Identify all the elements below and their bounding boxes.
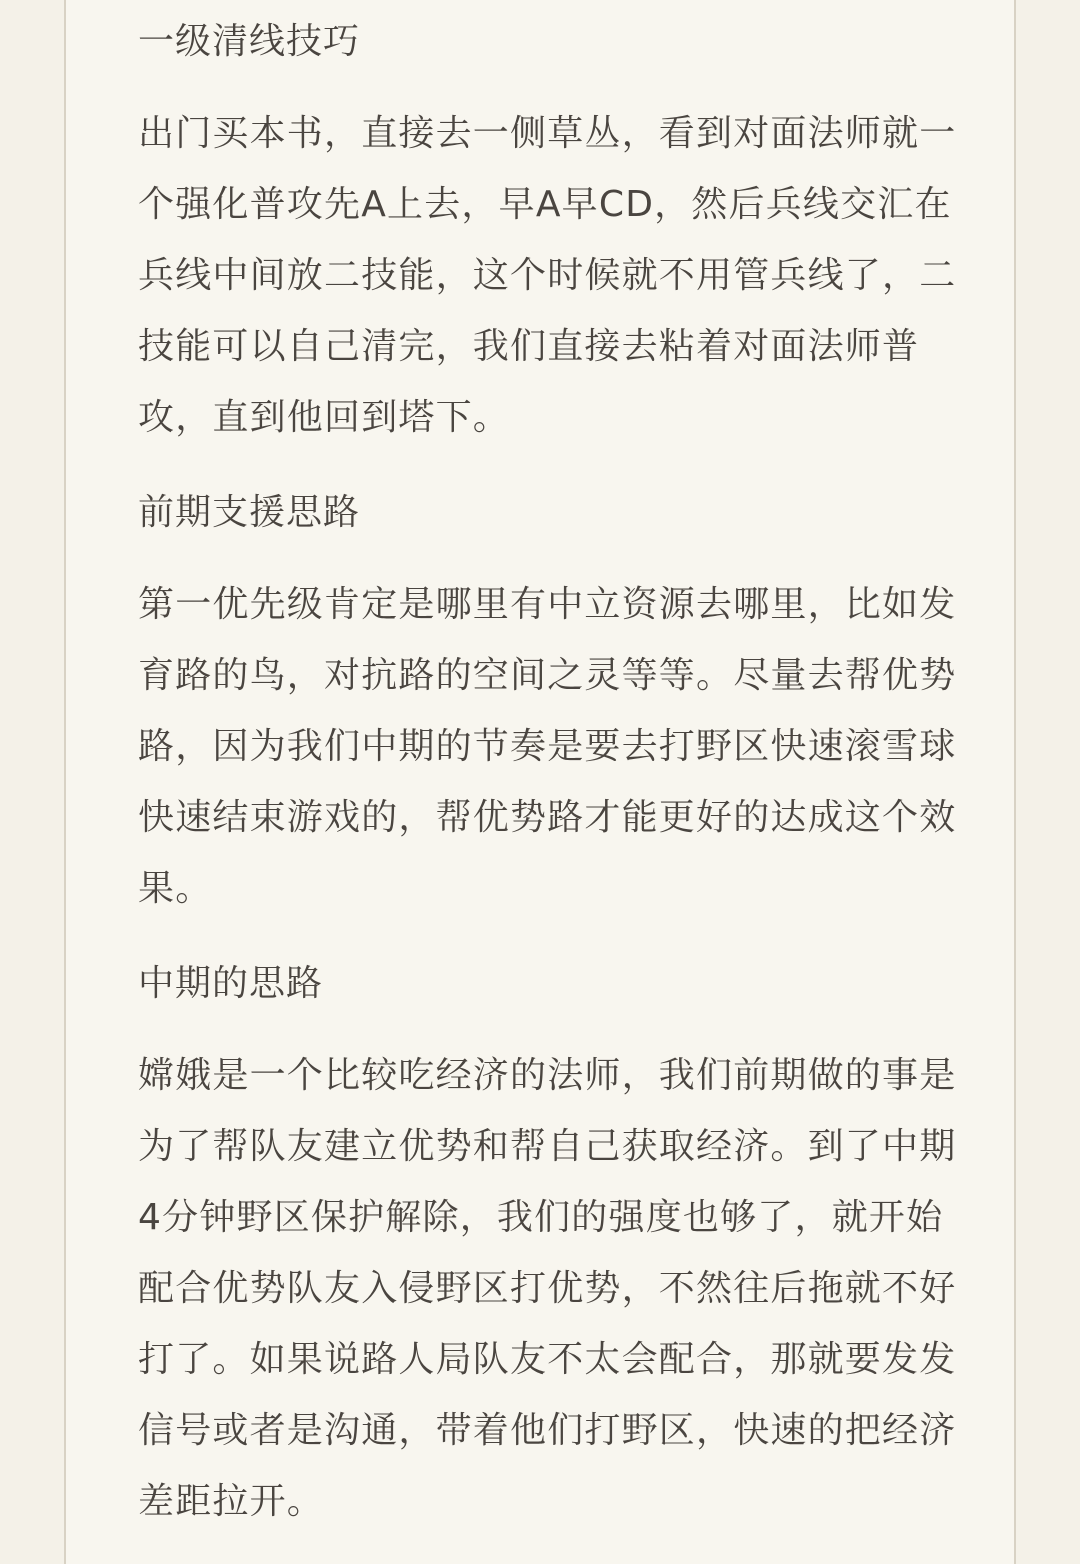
page-border-right <box>1014 0 1016 1564</box>
section-paragraph: 第一优先级肯定是哪里有中立资源去哪里，比如发育路的鸟，对抗路的空间之灵等等。尽量去帮优势路，因为我们中期的节奏是要去打野区快速滚雪球快速结束游戏的，帮优势路才能更好的达成这个效果。 <box>138 584 957 909</box>
section-early-support <box>138 477 958 549</box>
section-heading: 一级清线技巧 <box>138 21 361 62</box>
section-heading: 前期支援思路 <box>138 492 361 533</box>
section-clear-wave <box>138 6 958 78</box>
section-mid-game-body <box>138 1040 958 1537</box>
section-clear-wave-body <box>138 98 958 453</box>
section-early-support-body <box>138 569 958 924</box>
section-paragraph: 嫦娥是一个比较吃经济的法师，我们前期做的事是为了帮队友建立优势和帮自己获取经济。到了中期4分钟野区保护解除，我们的强度也够了，就开始配合优势队友入侵野区打优势，不然往后拖就不好打了。如果说路人局队友不太会配合，那就要发发信号或者是沟通，带着他们打野区，快速的把经济差距拉开。 <box>138 1055 957 1522</box>
section-heading: 中期的思路 <box>138 963 324 1004</box>
section-paragraph: 出门买本书，直接去一侧草丛，看到对面法师就一个强化普攻先A上去，早A早CD，然后兵线交汇在兵线中间放二技能，这个时候就不用管兵线了，二技能可以自己清完，我们直接去粘着对面法师普攻，直到他回到塔下。 <box>138 113 957 438</box>
section-mid-game <box>138 948 958 1020</box>
